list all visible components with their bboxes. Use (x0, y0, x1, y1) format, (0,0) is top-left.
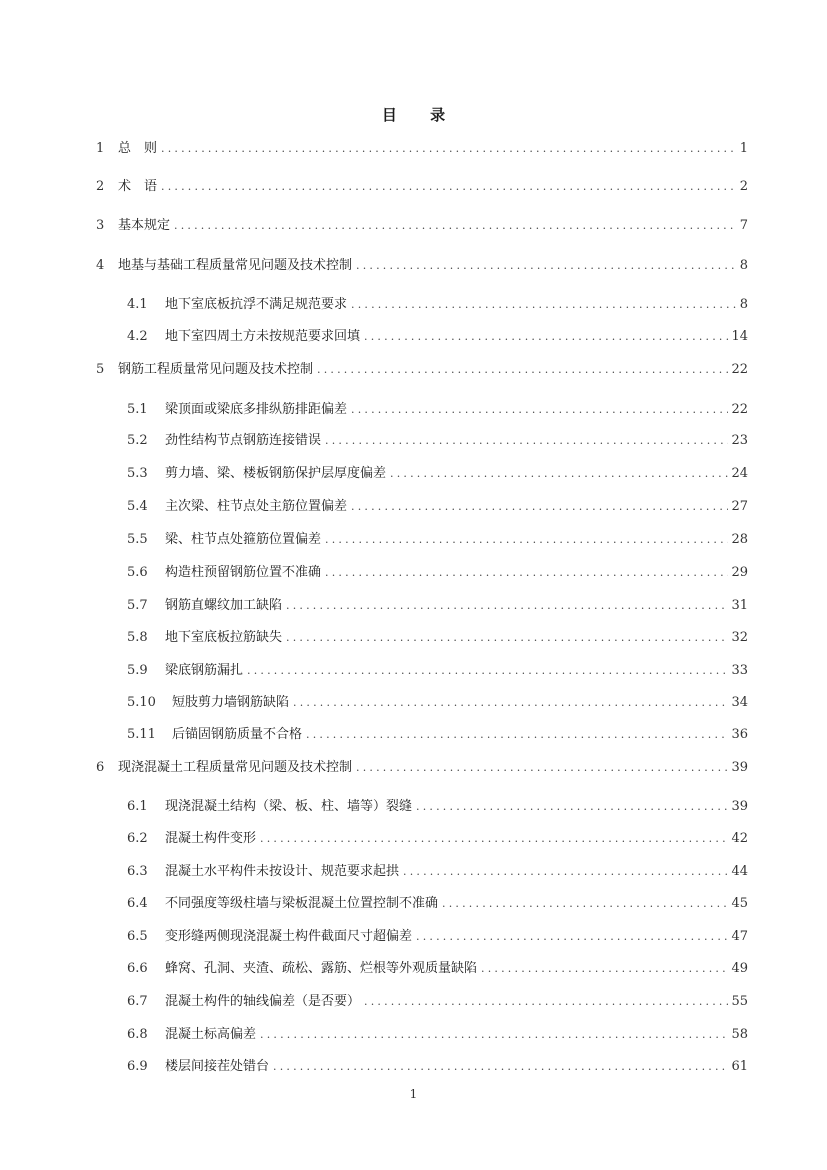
toc-entry-number: 5.11 (127, 727, 156, 742)
dot-leader (273, 1057, 728, 1077)
dot-leader (351, 400, 728, 420)
toc-entry-title: 后锚固钢筋质量不合格 (172, 727, 303, 742)
toc-entry-number: 5.2 (127, 433, 148, 448)
toc-entry-number: 5 (96, 362, 105, 377)
toc-entry[interactable] (127, 596, 748, 616)
toc-entry-title: 梁底钢筋漏扎 (165, 663, 244, 678)
toc-entry[interactable] (127, 829, 748, 849)
page-title: 目 录 (381, 106, 460, 124)
toc-entry-title: 蜂窝、孔洞、夹渣、疏松、露筋、烂根等外观质量缺陷 (165, 961, 478, 976)
dot-leader (356, 256, 737, 276)
toc-entry-number: 6.9 (127, 1059, 148, 1074)
toc-entry-number: 6.8 (127, 1027, 148, 1042)
toc-entry[interactable] (127, 797, 748, 817)
dot-leader (174, 216, 737, 236)
dot-leader (390, 464, 728, 484)
toc-entry-title: 混凝土构件变形 (165, 831, 257, 846)
toc-entry-title: 基本规定 (118, 218, 171, 233)
toc-entry-number: 5.3 (127, 466, 148, 481)
toc-entry-page: 8 (739, 297, 748, 312)
toc-entry-page: 31 (731, 598, 748, 613)
toc-entry-page: 8 (739, 258, 748, 273)
toc-entry-number: 4 (96, 258, 105, 273)
toc-entry-page: 29 (731, 565, 748, 580)
toc-entry-number: 2 (96, 179, 105, 194)
toc-entry-number: 6.6 (127, 961, 148, 976)
toc-entry-title: 梁顶面或梁底多排纵筋排距偏差 (165, 402, 348, 417)
toc-entry-page: 24 (731, 466, 748, 481)
dot-leader (442, 894, 728, 914)
toc-entry[interactable] (127, 661, 748, 681)
toc-entry[interactable] (127, 400, 748, 420)
toc-entry-page: 39 (731, 760, 748, 775)
toc-entry-page: 58 (731, 1027, 748, 1042)
toc-entry-title: 短肢剪力墙钢筋缺陷 (172, 695, 290, 710)
toc-entry[interactable] (127, 725, 748, 745)
toc-entry-page: 34 (731, 695, 748, 710)
toc-entry-page: 23 (731, 433, 748, 448)
toc-entry-number: 5.9 (127, 663, 148, 678)
toc-entry-title: 总 则 (118, 141, 158, 156)
dot-leader (356, 758, 728, 778)
dot-leader (416, 797, 728, 817)
toc-entry-number: 3 (96, 218, 105, 233)
toc-entry-number: 4.1 (127, 297, 148, 312)
toc-entry-title: 楼层间接茬处错台 (165, 1059, 270, 1074)
toc-entry[interactable] (127, 862, 748, 882)
toc-entry-page: 28 (731, 532, 748, 547)
toc-entry-page: 14 (731, 329, 748, 344)
toc-entry-page: 2 (739, 179, 748, 194)
toc-entry[interactable] (127, 497, 748, 517)
toc-entry-number: 6.1 (127, 799, 148, 814)
toc-entry-title: 梁、柱节点处箍筋位置偏差 (165, 532, 322, 547)
toc-entry-number: 5.5 (127, 532, 148, 547)
toc-entry-page: 27 (731, 499, 748, 514)
dot-leader (351, 295, 737, 315)
toc-entry-title: 不同强度等级柱墙与梁板混凝土位置控制不准确 (165, 896, 439, 911)
toc-entry-title: 地基与基础工程质量常见问题及技术控制 (118, 258, 353, 273)
toc-entry-title: 现浇混凝土结构（梁、板、柱、墙等）裂缝 (165, 799, 413, 814)
toc-entry-page: 39 (731, 799, 748, 814)
toc-entry-number: 6.5 (127, 929, 148, 944)
toc-entry-title: 混凝土标高偏差 (165, 1027, 257, 1042)
toc-entry-number: 4.2 (127, 329, 148, 344)
toc-entry-number: 6.4 (127, 896, 148, 911)
toc-entry-title: 钢筋直螺纹加工缺陷 (165, 598, 283, 613)
dot-leader (161, 177, 737, 197)
toc-entry[interactable] (127, 1025, 748, 1045)
toc-entry-title: 地下室四周土方未按规范要求回填 (165, 329, 361, 344)
toc-entry[interactable] (127, 894, 748, 914)
toc-entry[interactable] (127, 927, 748, 947)
toc-entry-title: 主次梁、柱节点处主筋位置偏差 (165, 499, 348, 514)
dot-leader (325, 563, 728, 583)
toc-entry-page: 1 (739, 141, 748, 156)
toc-entry[interactable] (127, 295, 748, 315)
toc-entry-page: 36 (731, 727, 748, 742)
page-number: 1 (409, 1087, 418, 1101)
toc-entry[interactable] (127, 959, 748, 979)
toc-entry-page: 33 (731, 663, 748, 678)
toc-entry-title: 地下室底板抗浮不满足规范要求 (165, 297, 348, 312)
toc-entry[interactable] (127, 431, 748, 451)
toc-entry-number: 6.7 (127, 994, 148, 1009)
dot-leader (416, 927, 728, 947)
toc-entry[interactable] (127, 628, 748, 648)
dot-leader (306, 725, 728, 745)
dot-leader (364, 327, 728, 347)
toc-entry-page: 44 (731, 864, 748, 879)
toc-entry-number: 6 (96, 760, 105, 775)
toc-entry-page: 61 (731, 1059, 748, 1074)
toc-entry[interactable] (96, 216, 748, 236)
toc-entry-title: 混凝土构件的轴线偏差（是否要） (165, 994, 361, 1009)
dot-leader (161, 139, 737, 159)
toc-entry[interactable] (96, 177, 748, 197)
dot-leader (317, 360, 728, 380)
toc-entry-title: 剪力墙、梁、楼板钢筋保护层厚度偏差 (165, 466, 387, 481)
toc-entry-page: 49 (731, 961, 748, 976)
dot-leader (364, 992, 728, 1012)
toc-entry-number: 5.8 (127, 630, 148, 645)
toc-entry-number: 6.2 (127, 831, 148, 846)
toc-entry[interactable] (127, 327, 748, 347)
toc-entry-number: 5.7 (127, 598, 148, 613)
toc-entry[interactable] (127, 992, 748, 1012)
toc-entry[interactable] (127, 464, 748, 484)
dot-leader (293, 693, 728, 713)
toc-entry-title: 现浇混凝土工程质量常见问题及技术控制 (118, 760, 353, 775)
toc-entry-number: 5.1 (127, 402, 148, 417)
toc-entry-title: 地下室底板拉筋缺失 (165, 630, 283, 645)
toc-entry-title: 混凝土水平构件未按设计、规范要求起拱 (165, 864, 400, 879)
dot-leader (325, 530, 728, 550)
toc-entry[interactable] (96, 360, 748, 380)
toc-entry-page: 55 (731, 994, 748, 1009)
dot-leader (286, 596, 728, 616)
toc-entry-title: 钢筋工程质量常见问题及技术控制 (118, 362, 314, 377)
toc-entry-page: 42 (731, 831, 748, 846)
toc-entry-number: 1 (96, 141, 105, 156)
toc-entry-number: 5.10 (127, 695, 156, 710)
dot-leader (351, 497, 728, 517)
toc-entry-page: 32 (731, 630, 748, 645)
toc-entry-page: 7 (739, 218, 748, 233)
toc-entry[interactable] (127, 693, 748, 713)
toc-entry-number: 6.3 (127, 864, 148, 879)
toc-entry-title: 劲性结构节点钢筋连接错误 (165, 433, 322, 448)
dot-leader (260, 1025, 728, 1045)
toc-entry-title: 变形缝两侧现浇混凝土构件截面尺寸超偏差 (165, 929, 413, 944)
toc-entry[interactable] (127, 563, 748, 583)
toc-entry-title: 术 语 (118, 179, 158, 194)
toc-entry-title: 构造柱预留钢筋位置不准确 (165, 565, 322, 580)
dot-leader (260, 829, 728, 849)
toc-entry-page: 22 (731, 362, 748, 377)
toc-entry[interactable] (127, 1057, 748, 1077)
toc-entry-number: 5.4 (127, 499, 148, 514)
toc-entry[interactable] (96, 758, 748, 778)
toc-entry-number: 5.6 (127, 565, 148, 580)
dot-leader (403, 862, 728, 882)
toc-entry[interactable] (96, 256, 748, 276)
toc-entry-page: 45 (731, 896, 748, 911)
toc-entry[interactable] (96, 139, 748, 159)
dot-leader (481, 959, 728, 979)
dot-leader (286, 628, 728, 648)
toc-entry-page: 22 (731, 402, 748, 417)
dot-leader (247, 661, 728, 681)
toc-entry-page: 47 (731, 929, 748, 944)
dot-leader (325, 431, 728, 451)
toc-entry[interactable] (127, 530, 748, 550)
